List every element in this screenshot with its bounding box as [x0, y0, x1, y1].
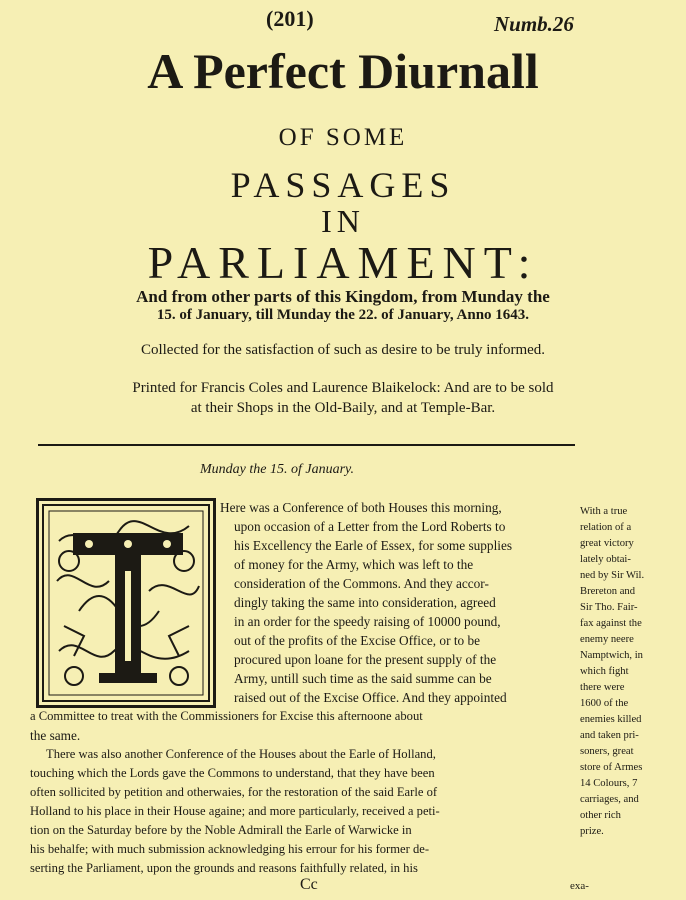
margin-line: Namptwich, in: [580, 650, 643, 661]
body-line: a Committee to treat with the Commissioners for Excise this afternoone about: [30, 709, 423, 723]
body-line: his behalfe; with much submission acknowledging his errour for his former de-: [30, 842, 430, 856]
body-line: upon occasion of a Letter from the Lord Roberts to: [234, 519, 506, 534]
margin-line: relation of a: [580, 522, 632, 533]
margin-line: carriages, and: [580, 794, 639, 805]
title-line-of-some: OF SOME: [278, 124, 408, 151]
margin-line: With a true: [580, 506, 628, 517]
body-line: procured upon loane for the present supply of the: [234, 652, 497, 667]
decorated-initial: [36, 498, 216, 708]
body-line: Holland to his place in their House againe; and more particularly, received a peti-: [30, 804, 440, 818]
title-line-parliament: PARLIAMENT:: [147, 237, 539, 288]
margin-line: enemy neere: [580, 634, 634, 645]
margin-line: 14 Colours, 7: [580, 778, 638, 789]
body-line: tion on the Saturday before by the Noble Admirall the Earle of Warwicke in: [30, 823, 412, 837]
date-heading: Munday the 15. of January.: [200, 462, 354, 477]
body-line: touching which the Lords gave the Commons to understand, that they have been: [30, 766, 435, 780]
body-line: serting the Parliament, upon the grounds and reasons faithfully related, in his: [30, 861, 418, 875]
imprint-line-2: at their Shops in the Old-Baily, and at Temple-Bar.: [190, 400, 496, 416]
margin-line: store of Armes: [580, 762, 643, 773]
body-line: of money for the Army, which was left to the: [234, 557, 474, 572]
margin-line: fax against the: [580, 618, 642, 629]
margin-line: Sir Tho. Fair-: [580, 602, 638, 613]
margin-line: soners, great: [580, 746, 634, 757]
subtitle-line-1: And from other parts of this Kingdom, from Munday the: [136, 287, 550, 306]
collected-note: Collected for the satisfaction of such as desire to be truly informed.: [140, 342, 546, 358]
subtitle-line-2: 15. of January, till Munday the 22. of January, Anno 1643.: [156, 307, 530, 323]
margin-line: 1600 of the: [580, 698, 629, 709]
body-line: often sollicited by petition and otherwaies, for the restoration of the said Earle of: [30, 785, 438, 799]
body-line: dingly taking the same into consideration, agreed: [234, 595, 496, 610]
signature-mark: Cc: [300, 876, 318, 893]
body-line: his Excellency the Earle of Essex, for some supplies: [234, 538, 513, 553]
margin-line: Brereton and: [580, 586, 636, 597]
margin-line: prize.: [580, 826, 604, 837]
title-line-passages: PASSAGES: [230, 165, 456, 205]
margin-line: great victory: [580, 538, 634, 549]
body-line: in an order for the speedy raising of 10000 pound,: [234, 614, 501, 629]
body-line: the same.: [30, 728, 81, 743]
body-line: consideration of the Commons. And they accor-: [234, 576, 489, 591]
page-number: (201): [266, 6, 314, 31]
title-line-in: IN: [321, 203, 365, 239]
body-line: Here was a Conference of both Houses this morning,: [220, 500, 502, 515]
body-line: There was also another Conference of the Houses about the Earle of Holland,: [46, 747, 436, 761]
catchword: exa-: [570, 880, 589, 892]
margin-line: ned by Sir Wil.: [580, 570, 645, 581]
body-line: out of the profits of the Excise Office, or to be: [234, 633, 481, 648]
margin-line: lately obtai-: [580, 554, 631, 565]
margin-line: there were: [580, 682, 625, 693]
body-line: Army, untill such time as the said summe can be: [234, 671, 492, 686]
masthead-title: A Perfect Diurnall: [147, 43, 539, 99]
imprint-line-1: Printed for Francis Coles and Laurence Blaikelock: And are to be sold: [132, 380, 554, 396]
margin-line: other rich: [580, 810, 621, 821]
ornament-illustration: [39, 501, 213, 705]
horizontal-rule: [38, 444, 575, 446]
margin-line: which fight: [580, 666, 629, 677]
issue-number: Numb.26: [494, 12, 574, 36]
body-line: raised out of the Excise Office. And they appointed: [234, 690, 507, 705]
margin-line: and taken pri-: [580, 730, 639, 741]
margin-line: enemies killed: [580, 714, 642, 725]
